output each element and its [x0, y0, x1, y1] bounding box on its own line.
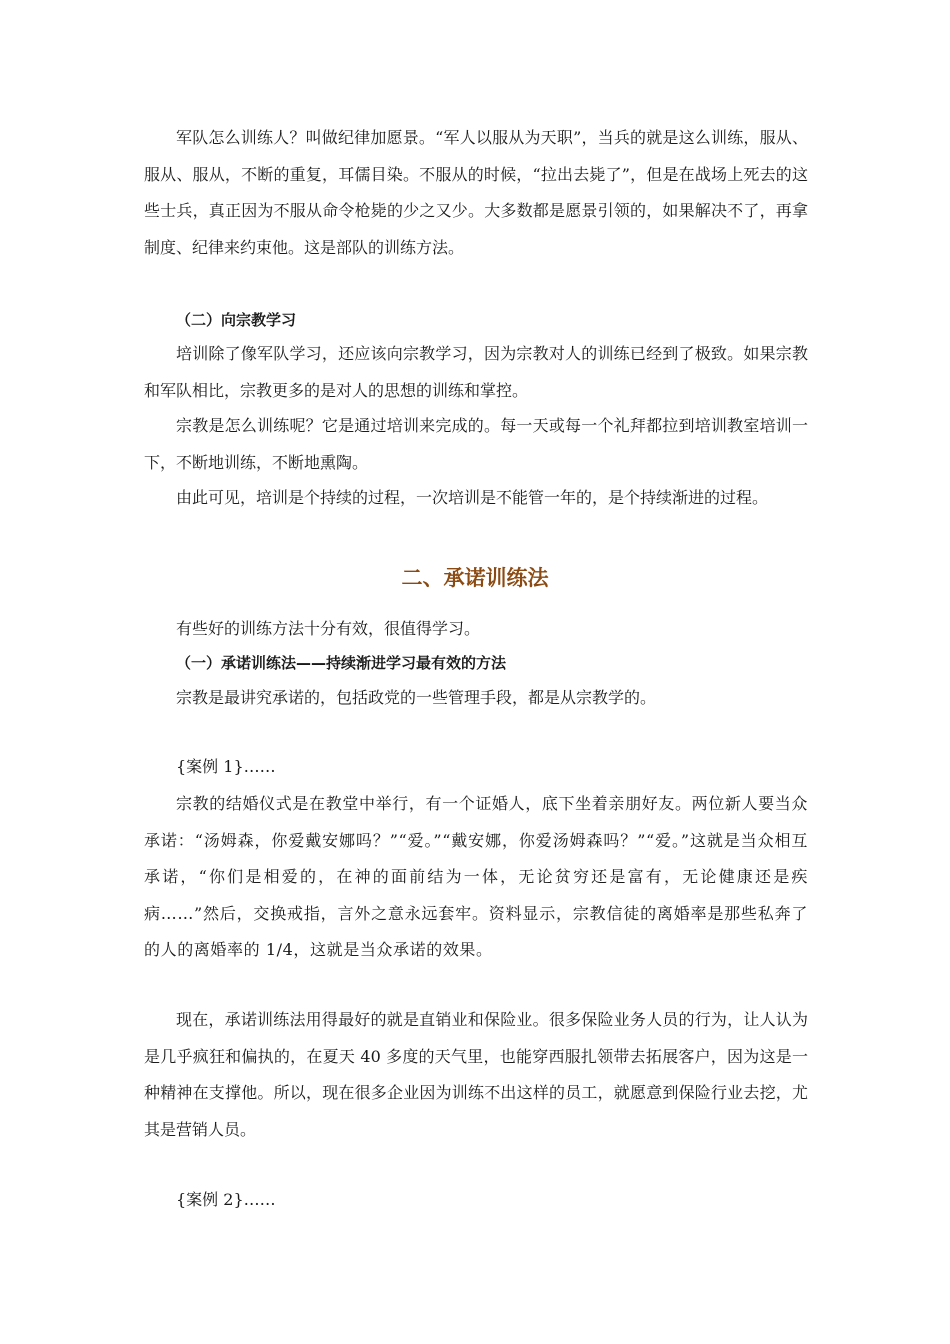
paragraph-insurance: 现在，承诺训练法用得最好的就是直销业和保险业。很多保险业务人员的行为，让人认为是几乎疯狂和偏执的，在夏天 40 多度的天气里，也能穿西服扎领带去拓展客户，因为这是一种精神在支撑他。所以，现在很多企业因为训练不出这样的员工，就愿意到保险行业去挖，尤其是营销人员。	[144, 1010, 808, 1139]
paragraph-section-intro: 有些好的训练方法十分有效，很值得学习。	[176, 619, 481, 638]
paragraph-army-training: 军队怎么训练人？叫做纪律加愿景。“军人以服从为天职”，当兵的就是这么训练，服从、服从、服从，不断的重复，耳儒目染。不服从的时候，“拉出去毙了”，但是在战场上死去的这些士兵，真正因为不服从命令枪毙的少之又少。大多数都是愿景引领的，如果解决不了，再拿制度、纪律来约束他。这是部队的训练方法。	[144, 128, 808, 257]
case-label-1: {案例 1}……	[176, 757, 276, 776]
paragraph-case-1: 宗教的结婚仪式是在教堂中举行，有一个证婚人，底下坐着亲朋好友。两位新人要当众承诺：“汤姆森，你爱戴安娜吗？”“爱。”“戴安娜，你爱汤姆森吗？”“爱。”这就是当众相互承诺，“你们是相爱的，在神的面前结为一体，无论贫穷还是富有，无论健康还是疾病……”然后，交换戒指，言外之意永远套牢。资料显示，宗教信徒的离婚率是那些私奔了的人的离婚率的 1/4，这就是当众承诺的效果。	[144, 794, 808, 959]
paragraph-religion-how: 宗教是怎么训练呢？它是通过培训来完成的。每一天或每一个礼拜都拉到培训教室培训一下，不断地训练，不断地熏陶。	[144, 416, 808, 472]
case-label-2: {案例 2}……	[176, 1190, 276, 1209]
paragraph-religion-commitment: 宗教是最讲究承诺的，包括政党的一些管理手段，都是从宗教学的。	[176, 688, 657, 707]
section-title: 二、承诺训练法	[401, 566, 549, 590]
subheading-religion: （二）向宗教学习	[176, 311, 297, 329]
subheading-commitment: （一）承诺训练法——持续渐进学习最有效的方法	[176, 654, 507, 672]
paragraph-religion-intro: 培训除了像军队学习，还应该向宗教学习，因为宗教对人的训练已经到了极致。如果宗教和军队相比，宗教更多的是对人的思想的训练和掌控。	[144, 344, 808, 400]
paragraph-conclusion: 由此可见，培训是个持续的过程，一次培训是不能管一年的，是个持续渐进的过程。	[176, 488, 769, 507]
